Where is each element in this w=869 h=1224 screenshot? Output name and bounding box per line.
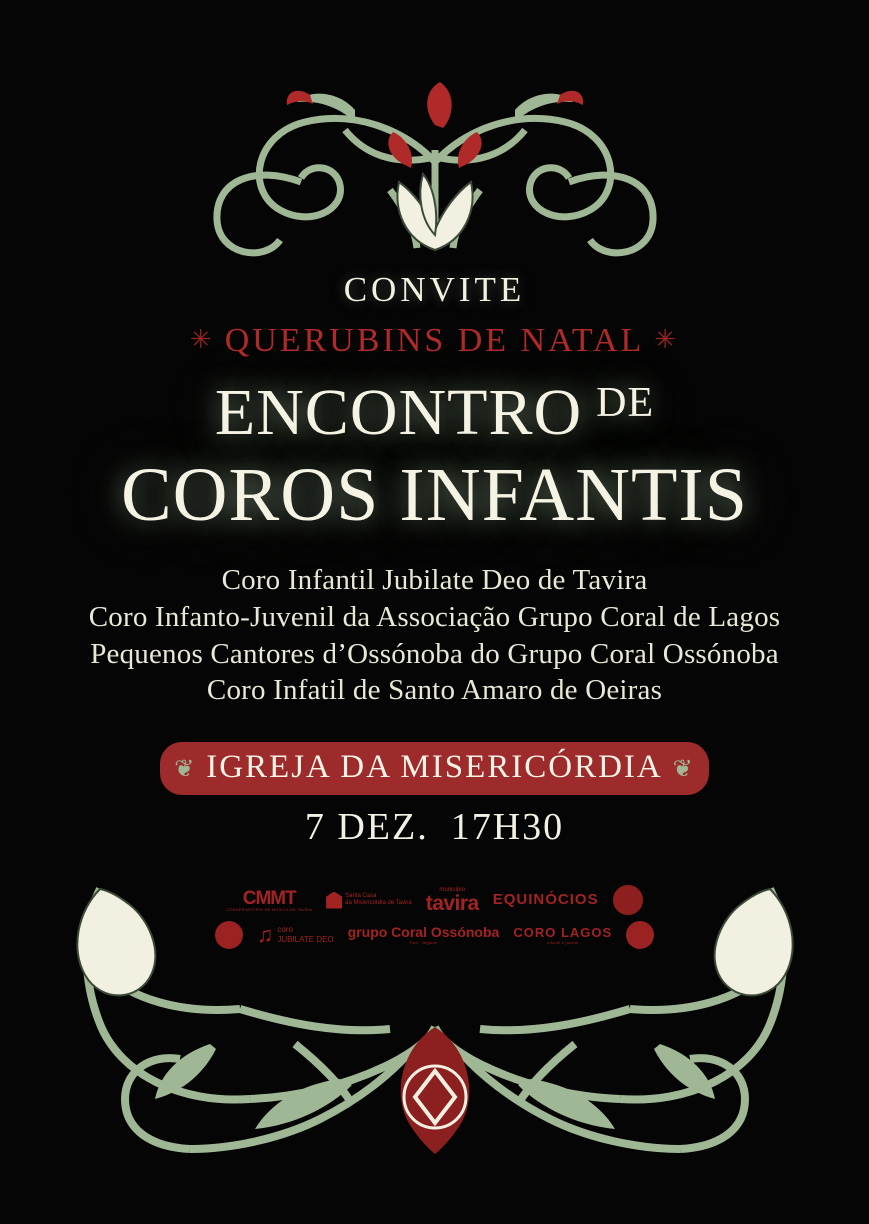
logo-santa-casa-name: Santa Casa — [345, 893, 377, 900]
choir-item: Coro Infantil Jubilate Deo de Tavira — [221, 564, 648, 596]
star-icon-right: ✳ — [654, 325, 680, 354]
choir-item: Pequenos Cantores d’Ossónoba do Grupo Coral Ossónoba — [90, 637, 779, 670]
poster-title-line1 — [0, 375, 869, 451]
event-date: 7 DEZ. — [304, 806, 429, 848]
logo-jubilate-sub: coro — [277, 925, 293, 935]
logo-coro-lagos-name: CORO LAGOS — [513, 925, 613, 940]
sponsor-logo-row-2 — [215, 921, 654, 949]
poster-title-line2: COROS INFANTIS — [120, 453, 748, 537]
logo-santa-casa — [326, 892, 412, 909]
venue-banner — [160, 742, 709, 795]
logo-badge-icon-3 — [626, 921, 654, 949]
logo-grupo-coral-ossonoba — [348, 925, 500, 945]
logo-tavira-name: tavira — [425, 891, 479, 915]
logo-jubilate-deo — [257, 924, 334, 946]
logo-ossonoba-sub: Faro · Algarve — [409, 940, 438, 945]
logo-badge-icon — [613, 885, 643, 915]
series-label — [0, 322, 869, 360]
venue-name: IGREJA DA MISERICÓRDIA — [206, 749, 663, 785]
sponsor-logos — [0, 885, 869, 949]
title-de-word: DE — [596, 380, 655, 426]
logo-coro-lagos — [513, 925, 612, 945]
choir-item: Coro Infatil de Santo Amaro de Oeiras — [206, 674, 663, 707]
series-label-text: QUERUBINS DE NATAL — [224, 322, 645, 359]
invitation-label: CONVITE — [343, 270, 526, 309]
logo-santa-casa-sub: da Misericórdia de Tavira — [345, 900, 412, 906]
title-main-word: ENCONTRO — [214, 376, 583, 449]
logo-cmmt-sub: CONSERVATÓRIO DE MÚSICA DE TAVIRA — [226, 906, 313, 912]
logo-jubilate-name: JUBILATE DEO — [277, 935, 334, 944]
logo-coro-lagos-sub: infantil e juvenil — [547, 940, 579, 945]
logo-cmmt — [226, 889, 312, 912]
logo-equinocios — [493, 892, 599, 908]
leaf-icon-right: ❦ — [672, 756, 695, 782]
star-icon-left: ✳ — [189, 325, 215, 354]
logo-ossonoba-name: grupo Coral Ossónoba — [347, 924, 500, 940]
art-nouveau-top-ornament — [105, 70, 765, 260]
logo-equinocios-name: EQUINÓCIOS — [492, 891, 599, 908]
logo-municipio-tavira — [426, 887, 479, 914]
logo-tavira-sub: município — [439, 886, 466, 893]
venue-banner-wrap — [0, 742, 869, 795]
logo-badge-icon-2 — [215, 921, 243, 949]
leaf-icon-left: ❦ — [174, 756, 197, 782]
music-note-icon: ♫ — [256, 922, 274, 947]
event-time: 17H30 — [450, 806, 565, 848]
shield-icon — [326, 892, 342, 909]
logo-cmmt-name: CMMT — [242, 887, 296, 909]
event-datetime — [0, 805, 869, 849]
choir-list — [0, 562, 869, 709]
sponsor-logo-row-1 — [226, 885, 642, 915]
choir-item: Coro Infanto-Juvenil da Associação Grupo Coral de Lagos — [88, 600, 781, 633]
